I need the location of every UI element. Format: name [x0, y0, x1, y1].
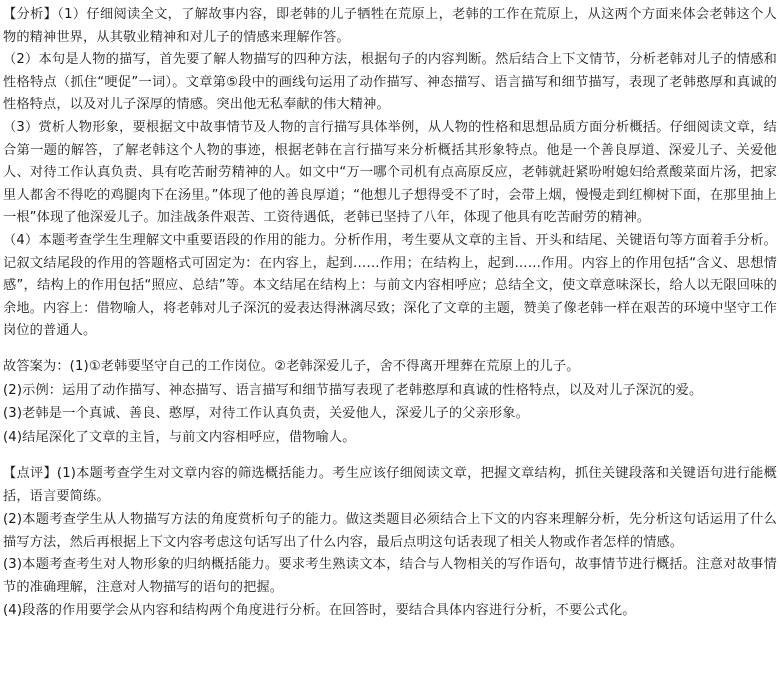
answers-section — [3, 355, 777, 449]
answer-2: (2)示例：运用了动作描写、神态描写、语言描写和细节描写表现了老韩憨厚和真诚的性格特点，以及对儿子深沉的爱。 — [3, 382, 703, 398]
spacer — [3, 449, 777, 463]
analysis-paragraph-2: （2）本句是人物的描写，首先要了解人物描写的四种方法，根据句子的内容判断。然后结合上下文情节，分析老韩对儿子的情感和性格特点（抓住“哽促”一词）。文章第⑤段中的画线句运用了动作描写、神态描写、语言描写和细节描写，表现了老韩憨厚和真诚的性格特点，以及对儿子深厚的情感。突出他无私奉献的伟大精神。 — [3, 52, 777, 113]
spacer — [3, 343, 777, 355]
answer-3: (3)老韩是一个真诚、善良、憨厚，对待工作认真负责，关爱他人，深爱儿子的父亲形象。 — [3, 406, 529, 422]
analysis-paragraph-4: （4）本题考查学生生理解文中重要语段的作用的能力。分析作用，考生要从文章的主旨、开头和结尾、关键语句等方面着手分析。记叙文结尾段的作用的答题格式可固定为：在内容上，起到……作用；在结构上，起到……作用。内容上的作用包括“含义、思想情感”，结构上的作用包括“照应、总结”等。本文结尾在结构上：与前文内容相呼应；总结全文，使文章意味深长，给人以无限回味的余地。内容上：借物喻人，将老韩对儿子深沉的爱表达得淋漓尽致；深化了文章的主题，赞美了像老韩一样在艰苦的环境中坚守工作岗位的普通人。 — [3, 232, 777, 339]
comments-section — [3, 463, 777, 623]
analysis-paragraph-3: （3）赏析人物形象，要根据文中故事情节及人物的言行描写具体举例，从人物的性格和思想品质方面分析概括。仔细阅读文章，结合第一题的解答，了解老韩这个人物的事迹，根据老韩在言行描写来分析概括其形象特点。他是一个善良厚道、深爱儿子、关爱他人、对待工作认真负责、具有吃苦耐劳精神的人。如文中“万一哪个司机有点高原反应，老韩就赶紧吩咐媳妇给煮酸菜面片汤，把家里人都舍不得吃的鸡腿肉下在汤里。”体现了他的善良厚道；“他想儿子想得受不了时，会带上烟，慢慢走到红柳树下面，在那里抽上一根”体现了他深爱儿子。加洼战条件艰苦、工资待遇低，老韩已坚持了八年，体现了他具有吃苦耐劳的精神。 — [3, 119, 777, 226]
comment-3: (3)本题考查考生对人物形象的归纳概括能力。要求考生熟读文本，结合与人物相关的写作语句，故事情节进行概括。注意对故事情节的准确理解，注意对人物描写的语句的把握。 — [3, 557, 777, 596]
analysis-section — [3, 4, 777, 343]
analysis-paragraph-1: 【分析】（1）仔细阅读全文，了解故事内容，即老韩的儿子牺牲在荒原上，老韩的工作在荒原上，从这两个方面来体会老韩这个人物的精神世界，从其敬业精神和对儿子的情感来理解作答。 — [3, 7, 777, 45]
comment-4: (4)段落的作用要学会从内容和结构两个角度进行分析。在回答时，要结合具体内容进行分析，不要公式化。 — [3, 603, 636, 619]
comment-2: (2)本题考查学生从人物描写方法的角度赏析句子的能力。做这类题目必须结合上下文的内容来理解分析，先分析这句话运用了什么描写方法，然后再根据上下文内容考虑这句话写出了什么内容，最后点明这句话表现了相关人物或作者怎样的情感。 — [3, 511, 777, 550]
answer-4: (4)结尾深化了文章的主旨，与前文内容相呼应，借物喻人。 — [3, 429, 356, 445]
answer-1: 故答案为：(1)①老韩要坚守自己的工作岗位。②老韩深爱儿子，舍不得离开埋葬在荒原上的儿子。 — [3, 358, 580, 374]
comment-1: 【点评】(1)本题考查学生对文章内容的筛选概括能力。考生应该仔细阅读文章，把握文章结构，抓住关键段落和关键语句进行能概括，语言要简练。 — [3, 466, 777, 505]
